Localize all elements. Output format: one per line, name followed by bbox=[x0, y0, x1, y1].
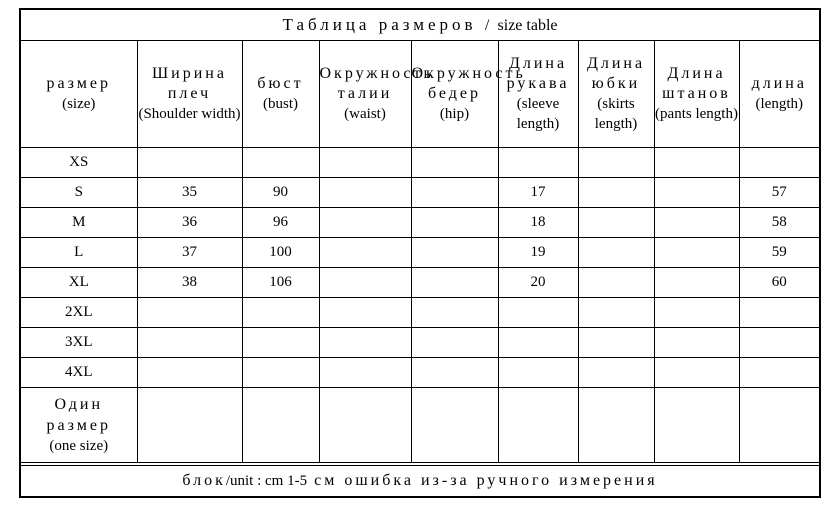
table-cell bbox=[411, 268, 498, 298]
table-row bbox=[21, 178, 819, 208]
table-cell bbox=[319, 328, 411, 358]
table-cell bbox=[498, 298, 578, 328]
table-cell bbox=[654, 328, 739, 358]
column-header-russian: Длина рукава bbox=[506, 54, 570, 92]
one-size-russian: Один размер bbox=[46, 395, 111, 434]
size-label: XS bbox=[21, 148, 137, 178]
size-label: S bbox=[21, 178, 137, 208]
table-cell: 17 bbox=[498, 178, 578, 208]
table-row bbox=[21, 328, 819, 358]
column-header bbox=[578, 40, 654, 148]
header-row bbox=[21, 40, 819, 148]
column-header bbox=[654, 40, 739, 148]
table-cell bbox=[578, 298, 654, 328]
table-row bbox=[21, 208, 819, 238]
column-header bbox=[137, 40, 242, 148]
table-cell bbox=[411, 238, 498, 268]
table-cell bbox=[242, 388, 319, 463]
one-size-label bbox=[21, 388, 137, 463]
table-cell: 38 bbox=[137, 268, 242, 298]
table-cell bbox=[578, 208, 654, 238]
table-cell bbox=[411, 328, 498, 358]
size-label: XL bbox=[21, 268, 137, 298]
table-cell bbox=[137, 148, 242, 178]
table-cell bbox=[498, 358, 578, 388]
title-russian: Таблица размеров bbox=[282, 15, 477, 34]
table-cell: 20 bbox=[498, 268, 578, 298]
table-cell bbox=[411, 388, 498, 463]
column-header-english: (pants length) bbox=[655, 105, 738, 122]
table-cell bbox=[319, 358, 411, 388]
table-cell bbox=[654, 358, 739, 388]
table-cell bbox=[654, 388, 739, 463]
column-header-english: (skirts length) bbox=[594, 95, 638, 132]
table-cell bbox=[739, 388, 819, 463]
column-header bbox=[498, 40, 578, 148]
table-cell bbox=[319, 268, 411, 298]
column-header-english: (sleeve length) bbox=[516, 95, 560, 132]
column-header-english: (size) bbox=[62, 95, 96, 112]
table-cell bbox=[654, 178, 739, 208]
table-cell: 106 bbox=[242, 268, 319, 298]
table-cell bbox=[739, 298, 819, 328]
size-label: 3XL bbox=[21, 328, 137, 358]
table-cell bbox=[578, 328, 654, 358]
table-cell bbox=[578, 238, 654, 268]
column-header-english: (waist) bbox=[344, 105, 386, 122]
chart-title bbox=[21, 10, 819, 41]
column-header bbox=[739, 40, 819, 148]
column-header-russian: Окружность талии bbox=[319, 64, 434, 102]
table-cell bbox=[242, 358, 319, 388]
table-cell: 100 bbox=[242, 238, 319, 268]
table-cell: 37 bbox=[137, 238, 242, 268]
table-cell bbox=[242, 328, 319, 358]
table-cell bbox=[739, 148, 819, 178]
table-cell: 19 bbox=[498, 238, 578, 268]
column-header-russian: Длина штанов bbox=[662, 64, 731, 102]
table-cell bbox=[498, 328, 578, 358]
one-size-english: (one size) bbox=[49, 437, 109, 454]
table-cell bbox=[654, 268, 739, 298]
table-cell bbox=[319, 238, 411, 268]
table-cell bbox=[137, 328, 242, 358]
table-cell bbox=[578, 148, 654, 178]
table-cell: 96 bbox=[242, 208, 319, 238]
note-unit-russian: блок bbox=[182, 472, 226, 489]
table-cell bbox=[319, 208, 411, 238]
table-cell bbox=[739, 358, 819, 388]
column-header-english: (length) bbox=[755, 95, 803, 112]
column-header bbox=[319, 40, 434, 148]
column-header-russian: Длина юбки bbox=[586, 54, 646, 92]
column-header-russian: размер bbox=[46, 74, 111, 92]
table-cell bbox=[654, 148, 739, 178]
table-row bbox=[21, 148, 819, 178]
table-cell: 58 bbox=[739, 208, 819, 238]
table-cell bbox=[578, 358, 654, 388]
table-cell bbox=[411, 358, 498, 388]
table-cell bbox=[654, 298, 739, 328]
column-header-russian: бюст bbox=[257, 74, 304, 92]
table-cell bbox=[411, 208, 498, 238]
table-cell bbox=[242, 148, 319, 178]
table-cell: 57 bbox=[739, 178, 819, 208]
table-cell bbox=[498, 388, 578, 463]
column-header-english: (hip) bbox=[439, 105, 470, 122]
table-row bbox=[21, 268, 819, 298]
table-cell: 18 bbox=[498, 208, 578, 238]
title-english: size table bbox=[497, 17, 558, 34]
table-cell bbox=[137, 388, 242, 463]
note-error-text: см ошибка из-за ручного измерения bbox=[314, 472, 658, 489]
table-cell bbox=[411, 178, 498, 208]
column-header-russian: длина bbox=[751, 74, 807, 92]
column-header bbox=[242, 40, 319, 148]
table-cell bbox=[578, 388, 654, 463]
table-cell bbox=[578, 178, 654, 208]
table-cell bbox=[411, 148, 498, 178]
table-cell bbox=[498, 148, 578, 178]
column-header bbox=[411, 40, 526, 148]
column-header-english: (Shoulder width) bbox=[138, 105, 241, 122]
size-label: 2XL bbox=[21, 298, 137, 328]
title-separator: / bbox=[484, 17, 490, 34]
table-cell: 59 bbox=[739, 238, 819, 268]
table-cell: 60 bbox=[739, 268, 819, 298]
column-header bbox=[21, 40, 137, 148]
table-cell bbox=[654, 208, 739, 238]
size-table bbox=[21, 40, 819, 463]
table-cell bbox=[319, 148, 411, 178]
table-cell bbox=[411, 298, 498, 328]
table-row bbox=[21, 298, 819, 328]
size-label: L bbox=[21, 238, 137, 268]
note-unit-english: /unit : cm 1-5 bbox=[225, 473, 308, 489]
table-cell bbox=[137, 298, 242, 328]
table-cell bbox=[654, 238, 739, 268]
size-label: M bbox=[21, 208, 137, 238]
table-cell bbox=[319, 298, 411, 328]
table-cell bbox=[578, 268, 654, 298]
size-chart bbox=[19, 8, 821, 498]
table-cell bbox=[319, 178, 411, 208]
table-cell bbox=[739, 328, 819, 358]
measurement-note bbox=[21, 465, 819, 496]
table-cell bbox=[242, 298, 319, 328]
column-header-english: (bust) bbox=[263, 95, 298, 112]
table-row bbox=[21, 238, 819, 268]
one-size-row bbox=[21, 388, 819, 463]
column-header-russian: Ширина плеч bbox=[152, 64, 227, 102]
table-row bbox=[21, 358, 819, 388]
table-cell: 35 bbox=[137, 178, 242, 208]
table-cell bbox=[137, 358, 242, 388]
table-cell: 36 bbox=[137, 208, 242, 238]
column-header-russian: Окружность бедер bbox=[411, 64, 526, 102]
table-cell: 90 bbox=[242, 178, 319, 208]
size-label: 4XL bbox=[21, 358, 137, 388]
table-cell bbox=[319, 388, 411, 463]
